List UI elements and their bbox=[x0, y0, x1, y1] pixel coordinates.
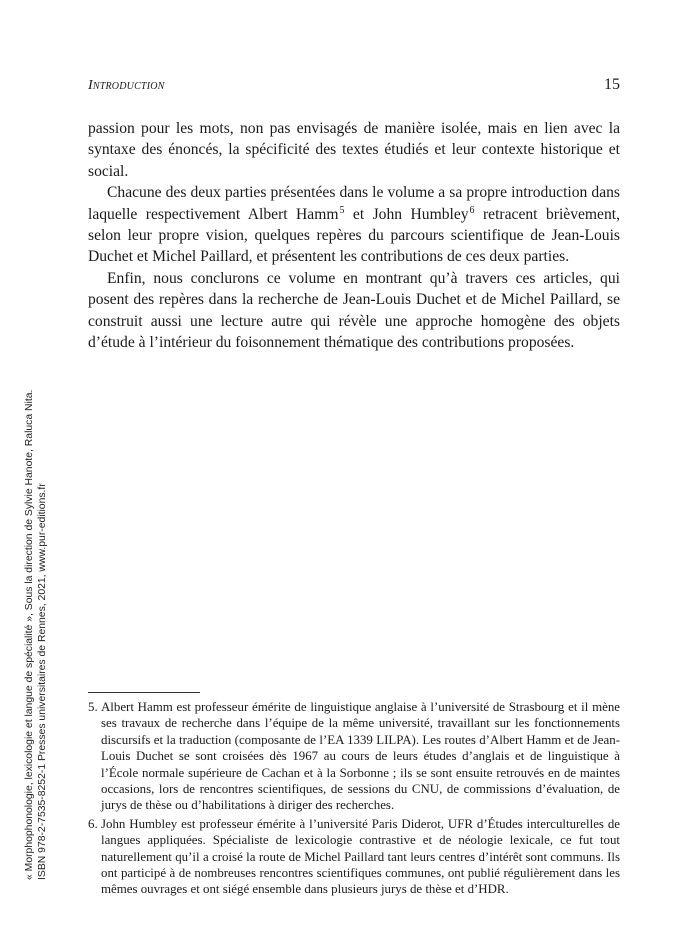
footnote-ref-6[interactable]: 6 bbox=[469, 204, 475, 216]
paragraph-2-part-c: retracent brièvement, selon leur propre vision, quelques repères du parcours scientifique de Jean-Louis Duchet et Michel Paillard, et présentent les contributions de ces deux parties. bbox=[88, 205, 620, 266]
side-credit-line-1: « Morphophonologie, lexicologie et langue de spécialité », Sous la direction de Sylvie Hanote, Raluca Nita. bbox=[24, 389, 35, 880]
paragraph-2-part-a: Chacune des deux parties présentées dans le volume a sa propre introduction dans laquelle respectivement Albert Hamm bbox=[88, 184, 620, 223]
paragraph-2-part-b: et John Humbley bbox=[344, 205, 469, 223]
footnote-number: 6. bbox=[88, 816, 98, 831]
side-credit-line-2: ISBN 978-2-7535-8252-1 Presses universitaires de Rennes, 2021, www.pur-editions.fr bbox=[36, 483, 48, 880]
footnote-5 bbox=[88, 699, 620, 814]
paragraph-1: passion pour les mots, non pas envisagés de manière isolée, mais en lien avec la syntaxe des énoncés, la spécificité des textes étudiés et leur contexte historique et social. bbox=[88, 120, 620, 180]
main-text bbox=[88, 118, 620, 353]
footnote-ref-5[interactable]: 5 bbox=[339, 204, 345, 216]
running-title: Introduction bbox=[88, 78, 165, 93]
footnote-text: Albert Hamm est professeur émérite de linguistique anglaise à l’université de Strasbourg et il mène ses travaux de recherche dans l’équipe de la même université, travaillant sur les fonctionnements discursifs et la traduction (composante de l’EA 1339 LILPA). Les routes d’Albert Hamm et de Jean-Louis Duchet se sont croisées dès 1967 au cours de leurs études d’anglais et de linguistique à l’École normale supérieure de Cachan et à la Sorbonne ; ils se sont ensuite retrouvés en de maintes occasions, lors de rencontres scientifiques, de sessions du CNU, de commissions d’évaluation, de jurys de thèse ou d’habilitations à diriger des recherches. bbox=[101, 700, 620, 813]
paragraph-3: Enfin, nous conclurons ce volume en montrant qu’à travers ces articles, qui posent des repères dans la recherche de Jean-Louis Duchet et de Michel Paillard, se construit aussi une lecture autre qui révèle une approche homogène des objets d’étude à l’intérieur du foisonnement thématique des contributions proposées. bbox=[88, 269, 620, 352]
side-credit bbox=[24, 390, 49, 880]
footnote-6 bbox=[88, 816, 620, 898]
footnote-number: 5. bbox=[88, 700, 98, 714]
footnote-divider bbox=[88, 692, 200, 693]
paragraph-2 bbox=[88, 182, 620, 268]
page-header bbox=[88, 78, 620, 100]
footnotes bbox=[88, 699, 620, 900]
footnote-text: John Humbley est professeur émérite à l’université Paris Diderot, UFR d’Études interculturelles de langues appliquées. Spécialiste de lexicologie contrastive et de néologie lexicale, ce fut tout naturellement qu’il a croisé la route de Michel Paillard tant leurs centres d’intérêt sont communs. Ils ont participé à de nombreuses rencontres scientifiques communes, ont publié régulièrement dans les mêmes ouvrages et ont siégé ensemble dans plusieurs jurys de thèse et d’HDR. bbox=[101, 816, 620, 897]
page-number: 15 bbox=[604, 76, 620, 93]
